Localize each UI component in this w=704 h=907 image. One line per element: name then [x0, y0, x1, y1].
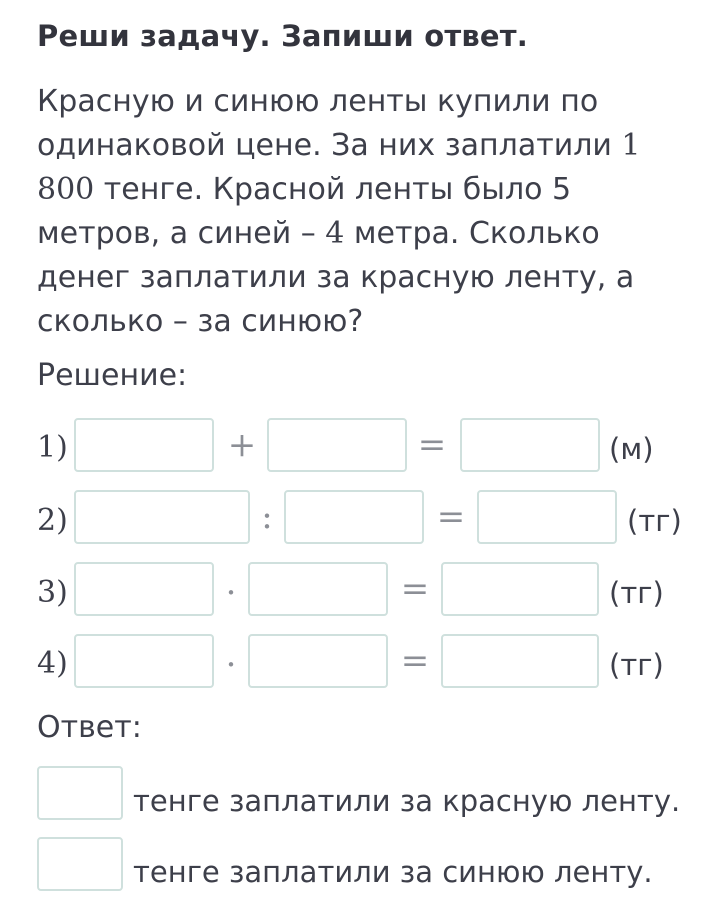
- multiply-sign: ·: [225, 645, 237, 685]
- solution-label: Решение:: [37, 358, 188, 393]
- step-1-label: 1): [37, 430, 68, 465]
- equals-sign: =: [400, 641, 430, 681]
- answer-blue-text: тенге заплатили за синюю ленту.: [133, 855, 653, 889]
- problem-line: денег заплатили за красную ленту, а: [37, 260, 635, 295]
- step-3-result-input[interactable]: [441, 562, 599, 616]
- step-3-label: 3): [37, 575, 68, 610]
- problem-line: Красную и синюю ленты купили по: [37, 84, 599, 119]
- problem-line: одинаковой цене. За них заплатили 1: [37, 128, 641, 163]
- step-4-operand-2-input[interactable]: [248, 634, 388, 688]
- step-2-label: 2): [37, 503, 68, 538]
- equals-sign: =: [436, 497, 466, 537]
- problem-text: [37, 80, 677, 344]
- answer-red-input[interactable]: [37, 766, 123, 820]
- answer-label: Ответ:: [37, 710, 142, 745]
- step-1-operand-2-input[interactable]: [267, 418, 407, 472]
- step-2-operand-2-input[interactable]: [284, 490, 424, 544]
- step-1-operand-1-input[interactable]: [74, 418, 214, 472]
- step-4-unit: (тг): [609, 648, 664, 682]
- task-title: Реши задачу. Запиши ответ.: [37, 19, 528, 53]
- step-1-result-input[interactable]: [460, 418, 600, 472]
- problem-line: метров, а синей – 4 метра. Сколько: [37, 216, 600, 251]
- problem-line: сколько – за синюю?: [37, 304, 364, 339]
- plus-sign: +: [227, 425, 257, 465]
- step-4-result-input[interactable]: [441, 634, 599, 688]
- step-1-unit: (м): [609, 432, 654, 466]
- answer-blue-input[interactable]: [37, 837, 123, 891]
- step-3-operand-2-input[interactable]: [248, 562, 388, 616]
- step-2-operand-1-input[interactable]: [74, 490, 250, 544]
- problem-line: 800 тенге. Красной ленты было 5: [37, 172, 572, 207]
- equals-sign: =: [417, 425, 447, 465]
- multiply-sign: ·: [225, 573, 237, 613]
- step-4-label: 4): [37, 646, 68, 681]
- step-2-unit: (тг): [627, 504, 682, 538]
- step-3-unit: (тг): [609, 576, 664, 610]
- step-2-result-input[interactable]: [477, 490, 617, 544]
- step-4-operand-1-input[interactable]: [74, 634, 214, 688]
- step-3-operand-1-input[interactable]: [74, 562, 214, 616]
- divide-sign: :: [261, 497, 273, 537]
- equals-sign: =: [400, 569, 430, 609]
- answer-red-text: тенге заплатили за красную ленту.: [133, 784, 681, 818]
